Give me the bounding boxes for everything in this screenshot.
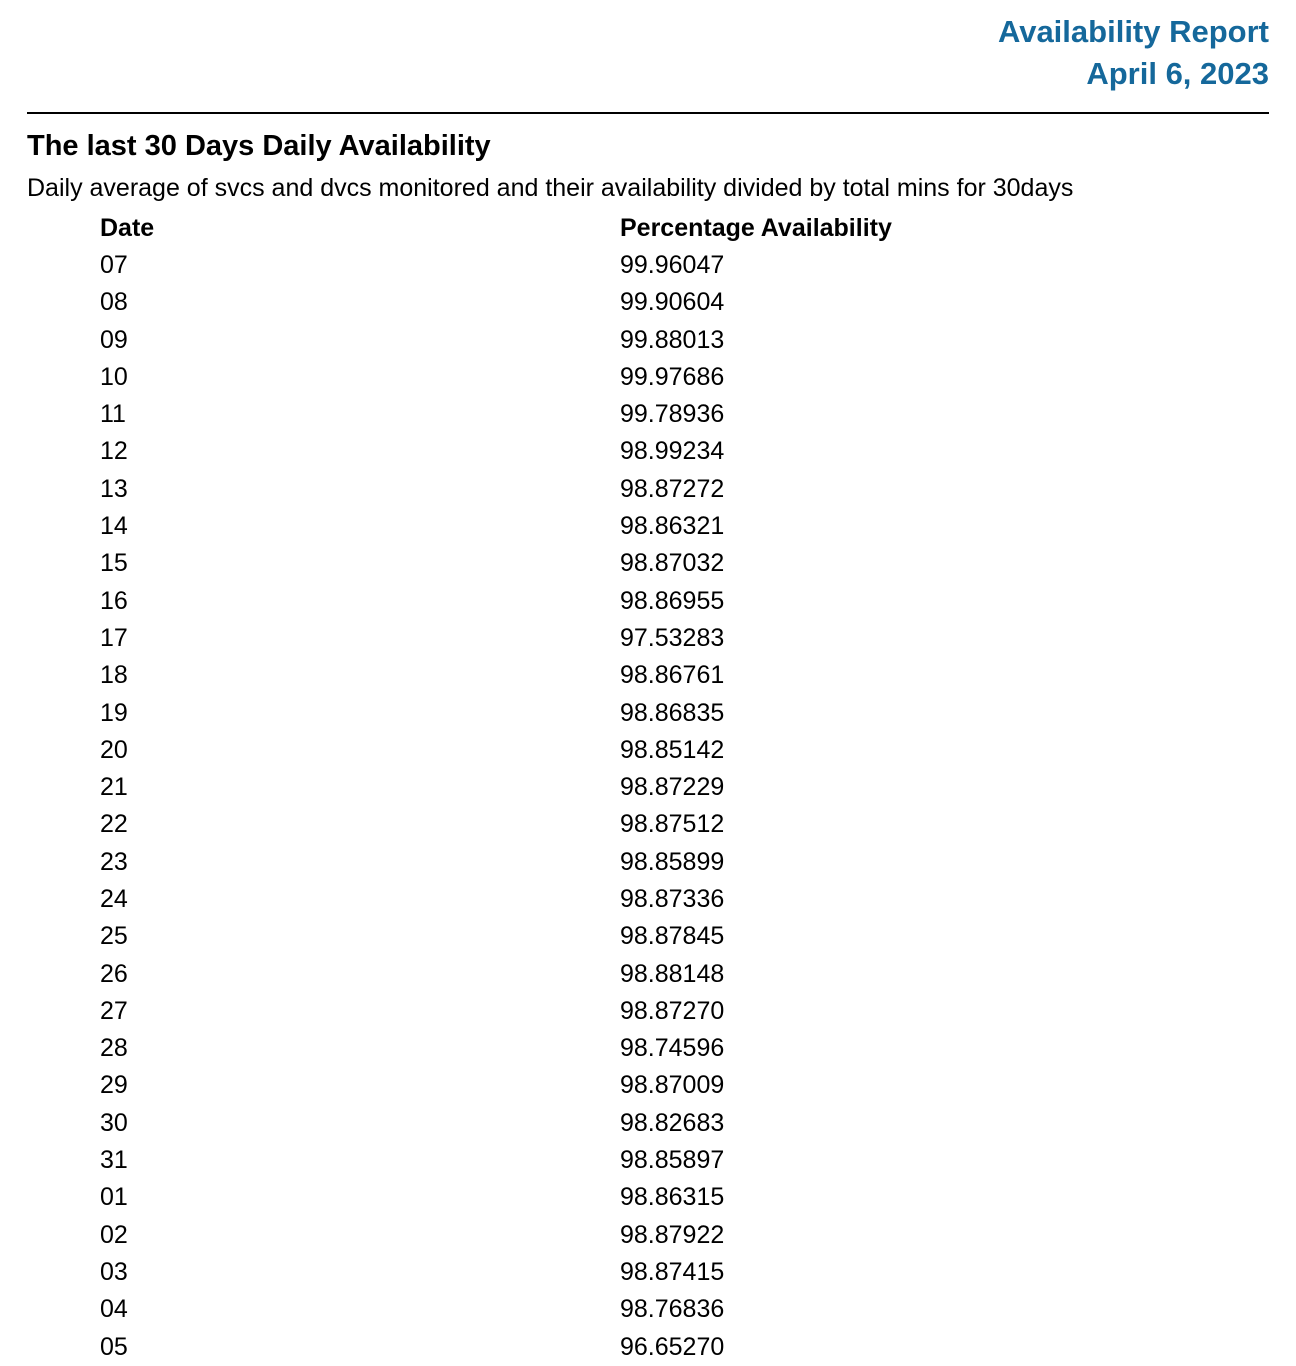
percentage-cell: 98.87009 [620, 1071, 725, 1100]
date-cell: 11 [100, 400, 126, 429]
percentage-cell: 98.85899 [620, 847, 725, 876]
percentage-cell: 98.86955 [620, 586, 725, 615]
percentage-cell: 98.99234 [620, 437, 725, 466]
percentage-cell: 98.87922 [620, 1220, 725, 1249]
section-description: Daily average of svcs and dvcs monitored and their availability divided by total mins for 30days [27, 174, 1074, 203]
table-row [100, 1179, 1180, 1216]
table-row [100, 918, 1180, 955]
table-row [100, 545, 1180, 582]
percentage-column-header: Percentage Availability [620, 213, 892, 242]
date-cell: 16 [100, 586, 128, 615]
date-cell: 31 [100, 1146, 128, 1175]
table-row [100, 694, 1180, 731]
table-row [100, 993, 1180, 1030]
date-cell: 15 [100, 549, 128, 578]
percentage-cell: 98.85142 [620, 735, 725, 764]
date-cell: 02 [100, 1220, 128, 1249]
date-cell: 07 [100, 250, 128, 279]
date-cell: 27 [100, 996, 128, 1025]
date-cell: 08 [100, 288, 128, 317]
percentage-cell: 98.86315 [620, 1183, 725, 1212]
date-cell: 18 [100, 661, 128, 690]
percentage-cell: 98.87032 [620, 549, 725, 578]
percentage-cell: 98.74596 [620, 1034, 725, 1063]
report-header [27, 0, 1269, 95]
table-row [100, 1030, 1180, 1067]
table-row [100, 284, 1180, 321]
availability-table [100, 210, 1180, 1366]
date-cell: 04 [100, 1295, 128, 1324]
table-row [100, 1105, 1180, 1142]
table-row [100, 1067, 1180, 1104]
date-cell: 26 [100, 959, 128, 988]
percentage-cell: 96.65270 [620, 1332, 725, 1361]
date-cell: 03 [100, 1257, 128, 1286]
date-column-header: Date [100, 213, 155, 242]
date-cell: 23 [100, 847, 128, 876]
table-row [100, 881, 1180, 918]
table-row [100, 1142, 1180, 1179]
date-cell: 24 [100, 884, 128, 913]
table-row [100, 657, 1180, 694]
percentage-cell: 98.82683 [620, 1108, 725, 1137]
date-cell: 22 [100, 810, 128, 839]
table-row [100, 471, 1180, 508]
percentage-cell: 98.76836 [620, 1295, 725, 1324]
table-row [100, 582, 1180, 619]
section-heading: The last 30 Days Daily Availability [27, 130, 491, 162]
report-title: Availability Report [997, 14, 1269, 49]
percentage-cell: 99.78936 [620, 400, 725, 429]
percentage-cell: 99.88013 [620, 325, 725, 354]
percentage-cell: 98.87272 [620, 474, 725, 503]
table-row [100, 433, 1180, 470]
table-row [100, 806, 1180, 843]
percentage-cell: 98.88148 [620, 959, 725, 988]
table-row [100, 321, 1180, 358]
availability-table-header [100, 210, 1180, 247]
percentage-cell: 97.53283 [620, 623, 725, 652]
table-row [100, 247, 1180, 284]
percentage-cell: 98.87845 [620, 922, 725, 951]
percentage-cell: 99.96047 [620, 250, 725, 279]
table-row [100, 396, 1180, 433]
percentage-cell: 98.87270 [620, 996, 725, 1025]
date-cell: 12 [100, 437, 128, 466]
date-cell: 17 [100, 623, 128, 652]
date-cell: 13 [100, 474, 128, 503]
table-row [100, 359, 1180, 396]
percentage-cell: 98.86321 [620, 512, 725, 541]
date-cell: 29 [100, 1071, 128, 1100]
header-divider [27, 112, 1269, 114]
date-cell: 14 [100, 512, 128, 541]
date-cell: 25 [100, 922, 128, 951]
percentage-cell: 98.87229 [620, 773, 725, 802]
table-row [100, 955, 1180, 992]
date-cell: 20 [100, 735, 128, 764]
date-cell: 05 [100, 1332, 128, 1361]
percentage-cell: 98.87415 [620, 1257, 725, 1286]
table-row [100, 844, 1180, 881]
header-row [100, 210, 1180, 247]
table-row [100, 1291, 1180, 1328]
table-row [100, 732, 1180, 769]
date-cell: 19 [100, 698, 128, 727]
percentage-cell: 98.86835 [620, 698, 725, 727]
report-date: April 6, 2023 [1086, 56, 1269, 91]
date-cell: 28 [100, 1034, 128, 1063]
table-row [100, 1254, 1180, 1291]
date-cell: 30 [100, 1108, 128, 1137]
date-cell: 10 [100, 362, 128, 391]
percentage-cell: 98.87336 [620, 884, 725, 913]
date-cell: 01 [100, 1183, 128, 1212]
table-row [100, 508, 1180, 545]
table-row [100, 1217, 1180, 1254]
table-row [100, 1328, 1180, 1365]
table-row [100, 769, 1180, 806]
date-cell: 09 [100, 325, 128, 354]
percentage-cell: 99.90604 [620, 288, 725, 317]
percentage-cell: 98.87512 [620, 810, 725, 839]
table-row [100, 620, 1180, 657]
percentage-cell: 98.85897 [620, 1146, 725, 1175]
percentage-cell: 99.97686 [620, 362, 725, 391]
availability-table-body [100, 247, 1180, 1366]
percentage-cell: 98.86761 [620, 661, 725, 690]
date-cell: 21 [100, 773, 128, 802]
